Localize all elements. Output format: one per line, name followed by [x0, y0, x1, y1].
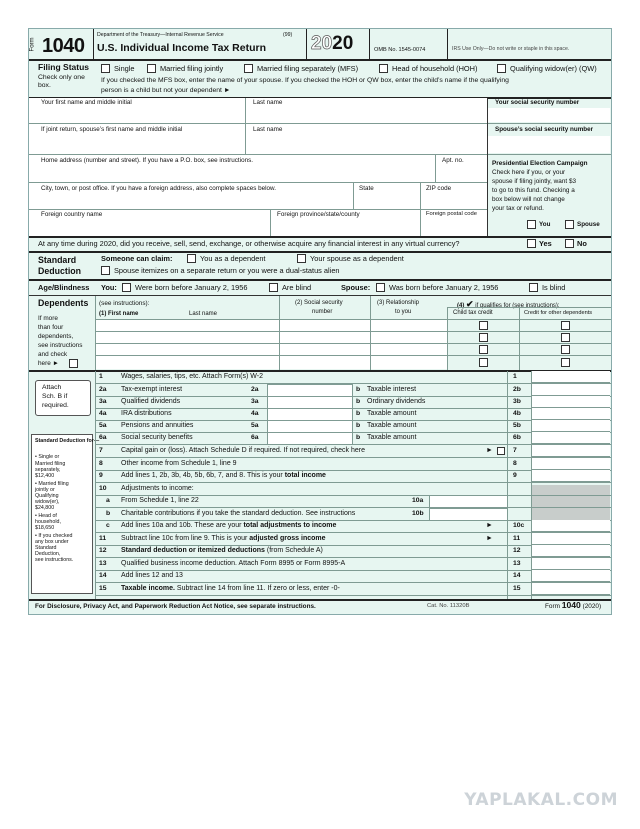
line-number: 5a	[99, 422, 107, 429]
b-line-text: Taxable interest	[367, 386, 417, 393]
std-sidebar-line: $18,650	[35, 525, 55, 531]
b-line-number: b	[356, 434, 361, 441]
mfs-checkbox[interactable]	[244, 64, 253, 73]
line-after-text: Subtract line 14 from line 11. If zero or less, enter -0-	[176, 585, 340, 592]
other-credit-checkbox-1[interactable]	[561, 321, 570, 330]
right-line-number: 1	[513, 373, 517, 380]
attach-1: Attach	[42, 384, 62, 391]
line-description	[121, 422, 193, 430]
mid-line-number: 2a	[251, 386, 259, 393]
virtual-no-label: No	[577, 239, 587, 248]
std-sidebar-line: • If you checked	[35, 533, 73, 539]
capital-gain-checkbox[interactable]	[497, 447, 505, 455]
filing-note-2: person is a child but not your dependent ►	[101, 87, 231, 94]
gray-shade-10	[532, 485, 610, 520]
line-description	[121, 560, 345, 568]
mid-line-number: 6a	[251, 434, 259, 441]
dep-col-4-num: (4)	[457, 303, 465, 309]
line-number: 9	[99, 472, 103, 479]
child-credit-checkbox-4[interactable]	[479, 358, 488, 367]
right-line-number: 8	[513, 460, 517, 467]
election-line-2: spouse if filing jointly, want $3	[492, 178, 577, 185]
spouse-blind-checkbox[interactable]	[529, 283, 538, 292]
footer-form-year: (2020)	[582, 603, 602, 610]
you-born-label: Were born before January 2, 1956	[135, 283, 248, 292]
claim-you-checkbox[interactable]	[187, 254, 196, 263]
amount-field[interactable]	[532, 520, 610, 532]
std-sidebar-line: • Married filing	[35, 481, 69, 487]
code-label: (99)	[283, 32, 293, 38]
amount-field[interactable]	[532, 408, 610, 420]
spouse-itemizes-label: Spouse itemizes on a separate return or you were a dual-status alien	[114, 266, 340, 275]
line-text: Pensions and annuities	[121, 422, 194, 429]
hoh-checkbox[interactable]	[379, 64, 388, 73]
header	[29, 29, 611, 59]
election-you-label: You	[539, 221, 551, 228]
claim-spouse-label: Your spouse as a dependent	[310, 254, 404, 263]
qw-label: Qualifying widow(er) (QW)	[510, 64, 597, 73]
row-rule	[95, 482, 611, 483]
std-sidebar-line: see instructions.	[35, 557, 74, 563]
line-number: 14	[99, 572, 107, 579]
line-text: Qualified business income deduction. Attach Form 8995 or Form 8995-A	[121, 560, 346, 567]
footer-cat: Cat. No. 11320B	[427, 603, 470, 609]
dependents-side-4: see instructions	[38, 342, 83, 349]
line-text: Capital gain or (loss). Attach Schedule D if required. If not required, check here	[121, 447, 365, 454]
arrow-icon: ►	[486, 535, 493, 542]
right-line-number: 9	[513, 472, 517, 479]
line-number: 15	[99, 585, 107, 592]
line-text: Adjustments to income:	[121, 485, 194, 492]
std-sidebar-line: widow(er),	[35, 499, 60, 505]
election-title: Presidential Election Campaign	[492, 160, 588, 167]
arrow-icon: ►	[486, 522, 493, 529]
dependents-side-5: and check	[38, 351, 68, 358]
std-sidebar-line: household,	[35, 519, 61, 525]
spouse-last-label: Last name	[253, 126, 283, 133]
b-line-number: b	[356, 398, 361, 405]
qw-checkbox[interactable]	[497, 64, 506, 73]
line-number: 1	[99, 373, 103, 380]
ssn-label: Your social security number	[495, 99, 580, 106]
inner-line-number: 10b	[412, 510, 424, 517]
right-line-number: 5b	[513, 422, 521, 429]
child-credit-checkbox-3[interactable]	[479, 345, 488, 354]
line-number: 12	[99, 547, 107, 554]
amount-field[interactable]	[532, 384, 610, 396]
row-rule	[95, 495, 611, 496]
omb-number: OMB No. 1545-0074	[374, 47, 426, 53]
dependent-row-3[interactable]	[96, 344, 447, 355]
dep-col-2b: number	[312, 309, 333, 315]
line-description	[121, 386, 182, 394]
line-text: Subtract line 10c from line 9. This is your	[121, 535, 248, 542]
other-credit-checkbox-3[interactable]	[561, 345, 570, 354]
spouse-born-label: Was born before January 2, 1956	[389, 283, 499, 292]
line-text: IRA distributions	[121, 410, 172, 417]
mfj-label: Married filing jointly	[160, 64, 224, 73]
line-text: Add lines 10a and 10b. These are your	[121, 522, 242, 529]
b-line-text: Taxable amount	[367, 434, 417, 441]
election-line-1: Check here if you, or your	[492, 169, 566, 176]
other-credit-checkbox-4[interactable]	[561, 358, 570, 367]
line-number: 7	[99, 447, 103, 454]
line-description	[121, 585, 340, 593]
b-line-number: b	[356, 386, 361, 393]
std-sidebar-line: Standard	[35, 545, 57, 551]
dependents-side-here: here ►	[38, 360, 59, 367]
line-description	[121, 522, 336, 530]
right-line-number: 6b	[513, 434, 521, 441]
spouse-first-label: If joint return, spouse’s first name and middle initial	[41, 126, 183, 133]
someone-can-claim: Someone can claim:	[101, 254, 173, 263]
right-line-number: 13	[513, 560, 521, 567]
line-bold-text: adjusted gross income	[249, 535, 326, 542]
std-sidebar-line: $12,400	[35, 473, 55, 479]
election-line-5: your tax or refund.	[492, 205, 544, 212]
amount-field[interactable]	[532, 533, 610, 545]
std-sidebar-line: Qualifying	[35, 493, 59, 499]
dependents-see: (see instructions):	[99, 300, 150, 307]
b-line-number: b	[356, 422, 361, 429]
single-checkbox[interactable]	[101, 64, 110, 73]
amount-field[interactable]	[532, 445, 610, 457]
amount-field[interactable]	[532, 458, 610, 470]
year-bold: 20	[332, 33, 354, 54]
age-you-label: You:	[101, 283, 117, 292]
amount-field[interactable]	[532, 570, 610, 582]
footer-disclosure: For Disclosure, Privacy Act, and Paperwork Reduction Act Notice, see separate instructions.	[35, 603, 316, 610]
line-text: Add lines 1, 2b, 3b, 4b, 5b, 6b, 7, and 8. This is your	[121, 472, 283, 479]
dep-col-4	[457, 299, 560, 310]
virtual-yes-checkbox[interactable]	[527, 239, 536, 248]
foreign-country-label: Foreign country name	[41, 211, 103, 218]
footer-form-label: Form	[545, 603, 560, 610]
dependent-row-2[interactable]	[96, 332, 447, 343]
line-number: 6a	[99, 434, 107, 441]
amount-field[interactable]	[532, 432, 610, 444]
virtual-currency-question: At any time during 2020, did you receive, sell, send, exchange, or otherwise acquire any financial interest in any virtual currency?	[38, 239, 460, 248]
b-line-number: b	[356, 410, 361, 417]
watermark: YAPLAKAL.COM	[464, 790, 618, 810]
line-description	[121, 497, 199, 505]
line-bold-text: total income	[284, 472, 326, 479]
dependents-side-1: If more	[38, 315, 58, 322]
dept-label: Department of the Treasury—Internal Revenue Service	[97, 32, 224, 38]
foreign-postal-label: Foreign postal code	[426, 211, 477, 217]
line-number: 3a	[99, 398, 107, 405]
line-description	[121, 535, 326, 543]
line-number: a	[106, 497, 110, 504]
line-description	[121, 447, 365, 455]
line-number: b	[106, 510, 111, 517]
tax-year	[311, 33, 353, 55]
line-description	[121, 410, 172, 418]
line-text: Tax-exempt interest	[121, 386, 183, 393]
std-sidebar-line: • Head of	[35, 513, 57, 519]
first-name-label: Your first name and middle initial	[41, 99, 132, 106]
line-description	[121, 547, 323, 555]
zip-label: ZIP code	[426, 185, 452, 192]
hoh-label: Head of household (HOH)	[392, 64, 478, 73]
standard-heading-2: Deduction	[38, 266, 82, 276]
dependents-side-3: dependents,	[38, 333, 74, 340]
right-line-number: 14	[513, 572, 521, 579]
mid-line-number: 5a	[251, 422, 259, 429]
age-heading: Age/Blindness	[38, 283, 90, 292]
attach-2: Sch. B if	[42, 393, 68, 400]
filing-status-sub	[38, 74, 90, 90]
claim-spouse-checkbox[interactable]	[297, 254, 306, 263]
dependents-side-2: than four	[38, 324, 64, 331]
claim-you-label: You as a dependent	[200, 254, 266, 263]
arrow-icon: ►	[486, 447, 493, 454]
mfj-checkbox[interactable]	[147, 64, 156, 73]
spouse-itemizes-checkbox[interactable]	[101, 266, 110, 275]
child-credit-checkbox-1[interactable]	[479, 321, 488, 330]
apt-label: Apt. no.	[442, 157, 464, 164]
footer-form	[545, 601, 601, 611]
form-vertical-label: Form	[29, 37, 36, 52]
amount-field[interactable]	[532, 583, 610, 595]
line-bold-text: Taxable income.	[121, 585, 175, 592]
spouse-born-checkbox[interactable]	[376, 283, 385, 292]
virtual-yes-label: Yes	[539, 239, 552, 248]
line-text: Qualified dividends	[121, 398, 181, 405]
std-sidebar-line: $24,800	[35, 505, 55, 511]
line-number: 8	[99, 460, 103, 467]
line-description	[121, 460, 237, 468]
age-spouse-label: Spouse:	[341, 283, 371, 292]
dep-col-1a: (1) First name	[99, 311, 139, 317]
filing-status-sub-text: Check only one box.	[38, 74, 85, 90]
irs-use-only: IRS Use Only—Do not write or staple in this space.	[452, 46, 570, 52]
attach-3: required.	[42, 402, 69, 409]
std-sidebar-line: any box under	[35, 539, 69, 545]
virtual-no-checkbox[interactable]	[565, 239, 574, 248]
std-sidebar-line: Married filing	[35, 461, 66, 467]
right-line-number: 3b	[513, 398, 521, 405]
mid-line-number: 4a	[251, 410, 259, 417]
election-line-3: to go to this fund. Checking a	[492, 187, 575, 194]
b-line-text: Ordinary dividends	[367, 398, 426, 405]
std-sidebar-line: separately,	[35, 467, 61, 473]
filing-note-1: If you checked the MFS box, enter the name of your spouse. If you checked the HOH or QW box, enter the child’s name if the qualifying	[101, 77, 509, 84]
std-sidebar-line: Standard Deduction for—	[35, 438, 100, 444]
city-label: City, town, or post office. If you have a foreign address, also complete spaces below.	[41, 185, 276, 192]
line-description	[121, 485, 194, 493]
ssn-field[interactable]	[488, 108, 610, 122]
child-credit-checkbox-2[interactable]	[479, 333, 488, 342]
amount-field[interactable]	[532, 545, 610, 557]
line-description	[121, 373, 263, 381]
line-number: 4a	[99, 410, 107, 417]
dep-col-3b: to you	[395, 309, 412, 315]
right-line-number: 2b	[513, 386, 521, 393]
line-description	[121, 472, 326, 480]
dep-col-1b: Last name	[189, 311, 218, 317]
form-title: U.S. Individual Income Tax Return	[97, 42, 266, 54]
line-text: Charitable contributions if you take the standard deduction. See instructions	[121, 510, 356, 517]
dep-col-4d: Credit for other dependents	[524, 310, 593, 316]
mfs-label: Married filing separately (MFS)	[257, 64, 359, 73]
year-outline: 20	[311, 33, 333, 54]
line-text: Add lines 12 and 13	[121, 572, 183, 579]
right-line-number: 10c	[513, 522, 525, 529]
amount-field[interactable]	[532, 396, 610, 408]
line-bold-text: Standard deduction or itemized deductions	[121, 547, 265, 554]
line-text: Wages, salaries, tips, etc. Attach Form(s) W-2	[121, 373, 263, 380]
you-blind-checkbox[interactable]	[269, 283, 278, 292]
dep-col-3a: (3) Relationship	[377, 300, 420, 306]
other-credit-checkbox-2[interactable]	[561, 333, 570, 342]
right-line-number: 11	[513, 535, 521, 542]
line-description	[121, 398, 180, 406]
more-dependents-checkbox[interactable]	[69, 359, 78, 368]
b-line-text: Taxable amount	[367, 422, 417, 429]
dep-col-4-check: ✔	[466, 299, 474, 309]
filing-status-heading: Filing Status	[38, 62, 89, 72]
std-sidebar-line: • Single or	[35, 454, 60, 460]
spouse-ssn-label: Spouse’s social security number	[495, 126, 594, 133]
form-1040	[28, 28, 612, 615]
line-after-text: (from Schedule A)	[266, 547, 323, 554]
you-born-checkbox[interactable]	[122, 283, 131, 292]
right-line-number: 15	[513, 585, 521, 592]
line-text: Other income from Schedule 1, line 9	[121, 460, 237, 467]
amount-field[interactable]	[532, 558, 610, 570]
right-line-number: 7	[513, 447, 517, 454]
footer-form-num: 1040	[561, 600, 581, 610]
b-line-text: Taxable amount	[367, 410, 417, 417]
amount-field[interactable]	[532, 470, 610, 482]
spouse-ssn-field[interactable]	[488, 136, 610, 153]
inner-line-number: 10a	[412, 497, 424, 504]
last-name-label: Last name	[253, 99, 283, 106]
line-description	[121, 572, 183, 580]
line-number: 10	[99, 485, 107, 492]
dep-col-2a: (2) Social security	[295, 300, 343, 306]
line-description	[121, 434, 193, 442]
line-text: From Schedule 1, line 22	[121, 497, 199, 504]
line-number: 13	[99, 560, 107, 567]
line-bold-text: total adjustments to income	[243, 522, 337, 529]
election-spouse-checkbox[interactable]	[565, 220, 574, 229]
form-number: 1040	[42, 35, 85, 57]
spouse-blind-label: Is blind	[542, 283, 566, 292]
line-number: 11	[99, 535, 107, 542]
right-line-number: 12	[513, 547, 521, 554]
dependent-row-4[interactable]	[96, 356, 447, 369]
line-description	[121, 510, 355, 518]
line-number: c	[106, 522, 110, 529]
election-you-checkbox[interactable]	[527, 220, 536, 229]
dep-col-4c: Child tax credit	[453, 310, 493, 316]
line-number: 2a	[99, 386, 107, 393]
right-line-number: 4b	[513, 410, 521, 417]
mid-line-number: 3a	[251, 398, 259, 405]
dependent-row-1[interactable]	[96, 320, 447, 331]
standard-heading-1: Standard	[38, 255, 77, 265]
std-sidebar-line: Deduction,	[35, 551, 61, 557]
amount-field[interactable]	[532, 371, 610, 383]
amount-field[interactable]	[532, 420, 610, 432]
std-sidebar-line: jointly or	[35, 487, 55, 493]
dep-col-4-text: if qualifies for (see instructions):	[475, 303, 560, 309]
you-blind-label: Are blind	[282, 283, 312, 292]
state-label: State	[359, 185, 374, 192]
single-label: Single	[114, 64, 135, 73]
line-text: Social security benefits	[121, 434, 193, 441]
foreign-province-label: Foreign province/state/county	[277, 211, 360, 218]
election-line-4: box below will not change	[492, 196, 565, 203]
election-spouse-label: Spouse	[577, 221, 600, 228]
row-rule	[95, 507, 611, 508]
row-rule	[95, 595, 611, 596]
home-address-label: Home address (number and street). If you have a P.O. box, see instructions.	[41, 157, 253, 164]
dependents-heading: Dependents	[38, 298, 89, 308]
